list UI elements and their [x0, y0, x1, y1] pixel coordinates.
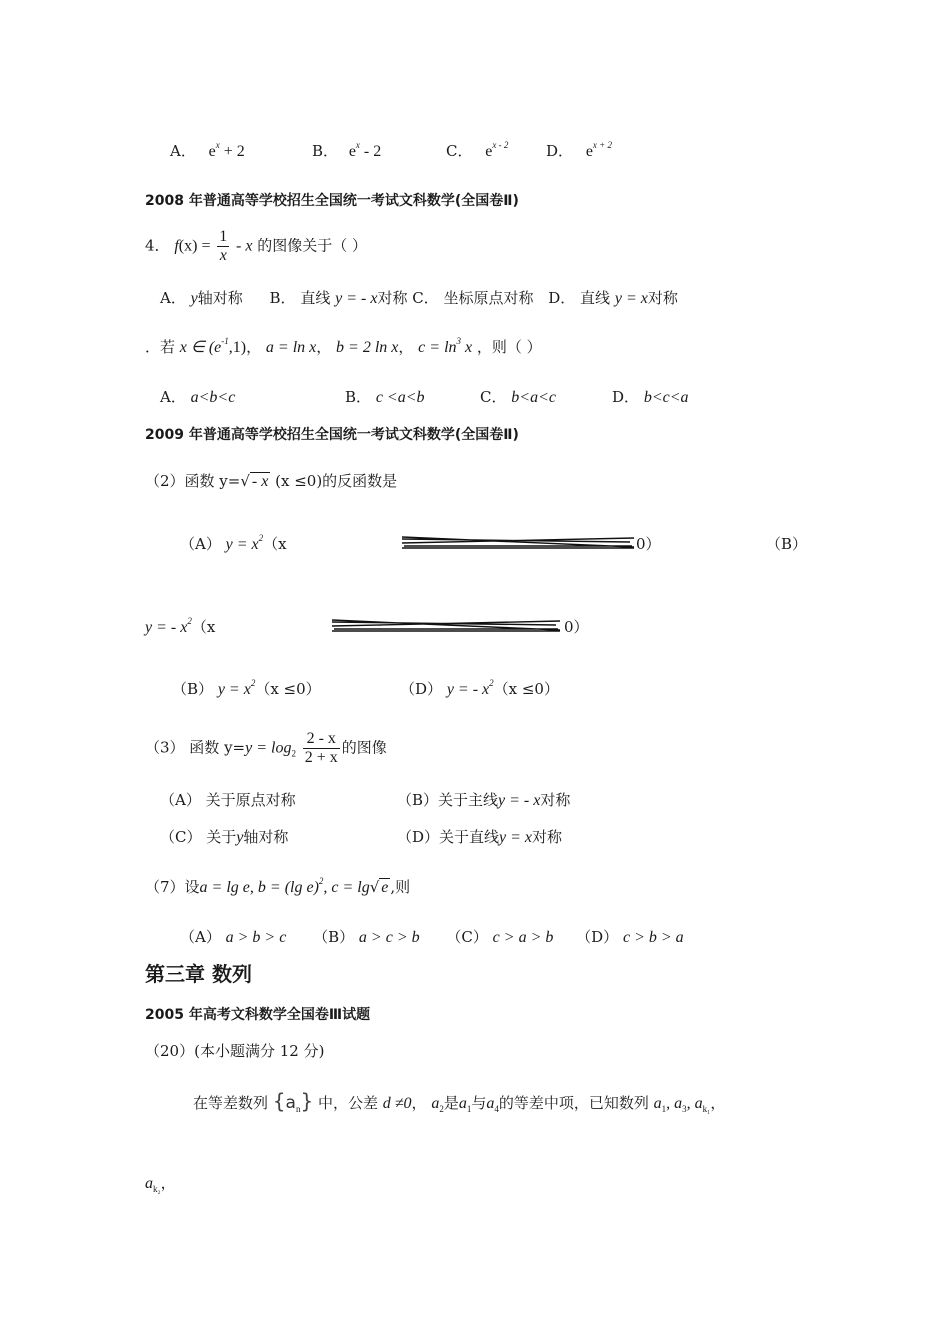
- q20-a4-sub: 4: [494, 1104, 499, 1114]
- option-b-base: e: [348, 143, 356, 160]
- q5-sep1: ，: [246, 338, 262, 356]
- option-b-exp: x: [355, 140, 360, 150]
- q5-cond-end: ,1): [228, 339, 247, 356]
- q3-option-c-var: y: [236, 829, 244, 846]
- q20-last-sub: k₂: [153, 1184, 161, 1194]
- q4-option-a-var: y: [190, 290, 198, 307]
- q5-c-exp: 3: [456, 336, 462, 346]
- q5-lead: ．若: [145, 338, 176, 356]
- q2-option-b-close: 0）: [564, 618, 589, 636]
- q2-option-a-expr: y = x: [225, 536, 259, 553]
- q5-option-c-expr: b<a<c: [511, 389, 556, 406]
- q3-tail: 的图像: [341, 738, 387, 757]
- q2-lead: （2）函数 y=: [145, 472, 241, 490]
- q2-option-a-exp: 2: [258, 533, 264, 543]
- q7-option-c-expr: c > a > b: [492, 929, 554, 946]
- question-5: [145, 336, 542, 357]
- q4-option-d: D． 直线: [548, 289, 611, 307]
- q3-option-b-label: （B）关于主线: [397, 791, 499, 809]
- q3-option-d-eq: y = x: [499, 829, 533, 846]
- q5-option-c-row: [480, 386, 556, 407]
- q3-lead: （3） 函数 y=: [145, 738, 246, 757]
- q5-option-b: B．: [345, 388, 372, 406]
- q7-option-d-expr: c > b > a: [622, 929, 684, 946]
- q3-option-c: [160, 826, 288, 847]
- q5-sep3: ，: [398, 338, 414, 356]
- q20-last: a: [145, 1175, 153, 1192]
- q20-p6: 的等差中项，已知数列: [498, 1094, 649, 1112]
- q5-option-b-row: [345, 386, 425, 407]
- q4-option-b-text: 对称: [377, 289, 408, 307]
- scribble-mark-b: [330, 617, 562, 633]
- option-a-rest: + 2: [219, 143, 245, 160]
- q3-expr: y = log: [245, 739, 292, 757]
- q2-option-a-label: （A）: [180, 535, 221, 553]
- q20-p1: 在等差数列: [193, 1094, 269, 1112]
- q5-a: a = ln x: [265, 339, 317, 356]
- q7-tail: ,则: [390, 878, 411, 896]
- left-brace-icon: {: [272, 1089, 286, 1113]
- q5-option-b-expr: c <a<b: [375, 389, 425, 406]
- question-7: （7）设a = lg e, b = (lg e)$^2$, c = lg√ e ,则: [145, 876, 411, 896]
- q4-option-a-text: 轴对称: [197, 289, 243, 307]
- q20-seq: a: [653, 1095, 662, 1112]
- q3-base: 2: [291, 748, 296, 759]
- q2-option-a-close: 0）: [636, 535, 661, 553]
- q5-option-d-expr: b<c<a: [643, 389, 689, 406]
- q7-expr2: , c = lg: [323, 879, 370, 896]
- q2-option-d-exp: 2: [489, 678, 494, 688]
- q2-option-d-cond: （x ≤0）: [493, 680, 559, 698]
- q4-option-d-eq: y = x: [614, 290, 648, 307]
- q20-d: d ≠0: [382, 1095, 412, 1112]
- prev-option-d: [546, 140, 612, 161]
- q2-sqrt-body: - x: [251, 473, 269, 490]
- q3-option-a: （A） 关于原点对称: [160, 791, 296, 809]
- q5-tail: ，则（ ）: [476, 338, 542, 356]
- q2-option-d-label: （D）: [400, 680, 443, 698]
- prev-options-row: [170, 140, 245, 161]
- q4-option-d-text: 对称: [647, 289, 678, 307]
- q5-c: c = ln: [418, 339, 457, 356]
- q7-option-c: （C）: [446, 928, 488, 946]
- q2-option-b-exp: 2: [187, 616, 192, 626]
- question-4: [145, 228, 367, 265]
- q20-an-sub: n: [295, 1104, 301, 1114]
- q7-options: [180, 926, 684, 947]
- q20-p7: ，: [710, 1094, 726, 1112]
- q2-option-a-open: （x: [263, 535, 287, 553]
- q7-option-b-expr: a > c > b: [358, 929, 420, 946]
- q7-exp: 2: [318, 876, 324, 886]
- q2-option-c-label: （B）: [172, 680, 214, 698]
- q2-option-d: [400, 678, 559, 699]
- q4-number: 4．: [145, 236, 170, 255]
- q20-seq-c2: , a: [686, 1095, 703, 1112]
- q7-expr1: a = lg e, b = (lg e): [199, 879, 319, 896]
- option-a-base: e: [208, 143, 216, 160]
- q3-option-b-eq: y = - x: [498, 792, 541, 809]
- q3-option-d: [397, 826, 562, 847]
- q4-rest: - x: [236, 237, 253, 255]
- q20-p2: 中，公差: [317, 1094, 378, 1112]
- q20-seq-c1: , a: [666, 1095, 683, 1112]
- q20-a1: a: [458, 1095, 467, 1112]
- q2-option-a: [180, 533, 287, 554]
- q20-seq-s3: k₁: [702, 1104, 711, 1114]
- scribble-mark-a: [400, 534, 636, 550]
- q3-option-d-label: （D）关于直线: [397, 828, 500, 846]
- question-20-body: [193, 1089, 725, 1114]
- q4-paren: (x) =: [178, 237, 211, 255]
- q20-last-end: ，: [160, 1174, 176, 1192]
- q5-option-d-row: [612, 386, 689, 407]
- q3-option-c-label: （C） 关于: [160, 828, 237, 846]
- option-d-base: e: [585, 143, 593, 160]
- option-d-label: D．: [546, 142, 574, 160]
- q5-cond-exp: -1: [221, 336, 229, 346]
- q7-option-b: （B）: [313, 928, 355, 946]
- q3-option-b-text: 对称: [540, 791, 571, 809]
- q4-option-b-eq: y = - x: [335, 290, 378, 307]
- q2-option-d-expr: y = - x: [446, 681, 490, 698]
- q2-option-b-expr: y = - x: [145, 619, 188, 636]
- q20-a4: a: [486, 1095, 495, 1112]
- q2-option-b: [145, 616, 215, 637]
- option-c-label: C．: [446, 142, 473, 160]
- option-a-label: A．: [170, 142, 196, 160]
- option-d-exp: x + 2: [592, 140, 612, 150]
- q20-an: a: [285, 1093, 296, 1113]
- q20-p3: ，: [411, 1094, 427, 1112]
- q2-option-c-cond: （x ≤0）: [255, 680, 321, 698]
- q3-option-c-text: 轴对称: [243, 828, 289, 846]
- q3-frac-den: 2 + x: [304, 749, 338, 766]
- q3-option-d-text: 对称: [532, 828, 563, 846]
- prev-option-b: [312, 140, 381, 161]
- q7-option-d: （D）: [576, 928, 619, 946]
- q4-frac-den: x: [219, 247, 227, 264]
- q3-fraction: [303, 730, 340, 767]
- q4-option-b: B． 直线: [269, 289, 331, 307]
- q7-lead: （7）设: [145, 878, 200, 896]
- q4-frac-num: 1: [219, 228, 228, 245]
- option-b-rest: - 2: [359, 143, 382, 160]
- option-b-label: B．: [312, 142, 339, 160]
- section-heading-2009: 2009 年普通高等学校招生全国统一考试文科数学(全国卷Ⅱ): [145, 427, 519, 443]
- q5-sep2: ，: [316, 338, 332, 356]
- q2-option-b-label: （B）: [766, 535, 808, 553]
- q3-frac-num: 2 - x: [303, 730, 340, 749]
- q5-option-a: A．: [160, 388, 186, 406]
- q5-option-a-row: [160, 386, 235, 407]
- q2-cond: (x ≤0)的反函数是: [270, 472, 398, 490]
- section-heading-2008: 2008 年普通高等学校招生全国统一考试文科数学(全国卷Ⅱ): [145, 193, 519, 209]
- right-brace-icon: }: [300, 1089, 314, 1113]
- q2-option-b-open: （x: [191, 618, 216, 636]
- q5-option-c: C．: [480, 388, 507, 406]
- q7-option-a: （A）: [180, 928, 221, 946]
- q5-option-d: D．: [612, 388, 640, 406]
- q5-c-end: x: [461, 339, 473, 356]
- q7-option-a-expr: a > b > c: [225, 929, 287, 946]
- q2-option-c-exp: 2: [250, 678, 256, 688]
- question-2: （2）函数 y=√ - x (x ≤0)的反函数是: [145, 472, 398, 490]
- q4-option-c: C． 坐标原点对称: [412, 289, 534, 307]
- q4-fx: f: [174, 237, 179, 255]
- question-20-continued: [145, 1172, 176, 1194]
- q20-a1-sub: 1: [466, 1104, 472, 1114]
- chapter-title: 第三章 数列: [145, 962, 252, 986]
- q7-sqrt-body: e: [381, 879, 389, 896]
- question-3: [145, 730, 387, 767]
- prev-option-c: [446, 140, 508, 161]
- question-20-lead: （20）(本小题满分 12 分): [145, 1042, 325, 1060]
- option-c-exp: x - 2: [492, 140, 509, 150]
- q2-option-c-expr: y = x: [217, 681, 251, 698]
- q20-seq-s1: 1: [661, 1104, 667, 1114]
- q5-b: b = 2 ln x: [336, 339, 399, 356]
- q4-tail: 的图像关于（ ）: [257, 236, 368, 255]
- q4-options: [160, 287, 678, 308]
- q20-a2: a: [431, 1095, 440, 1112]
- q20-p5: 与: [471, 1094, 487, 1112]
- q20-p4: 是: [443, 1094, 459, 1112]
- q5-option-a-expr: a<b<c: [190, 389, 236, 406]
- q3-option-b: [397, 789, 570, 810]
- q4-fraction: [217, 228, 229, 265]
- option-a-exp: x: [215, 140, 220, 150]
- q20-seq-s2: 3: [682, 1104, 687, 1114]
- q4-option-a: A．: [160, 289, 186, 307]
- q5-cond: x ∈ (e: [179, 339, 222, 356]
- option-c-base: e: [485, 143, 493, 160]
- q2-option-c: [172, 678, 321, 699]
- q20-a2-sub: 2: [439, 1104, 444, 1114]
- section-heading-2005: 2005 年高考文科数学全国卷Ⅲ试题: [145, 1007, 371, 1023]
